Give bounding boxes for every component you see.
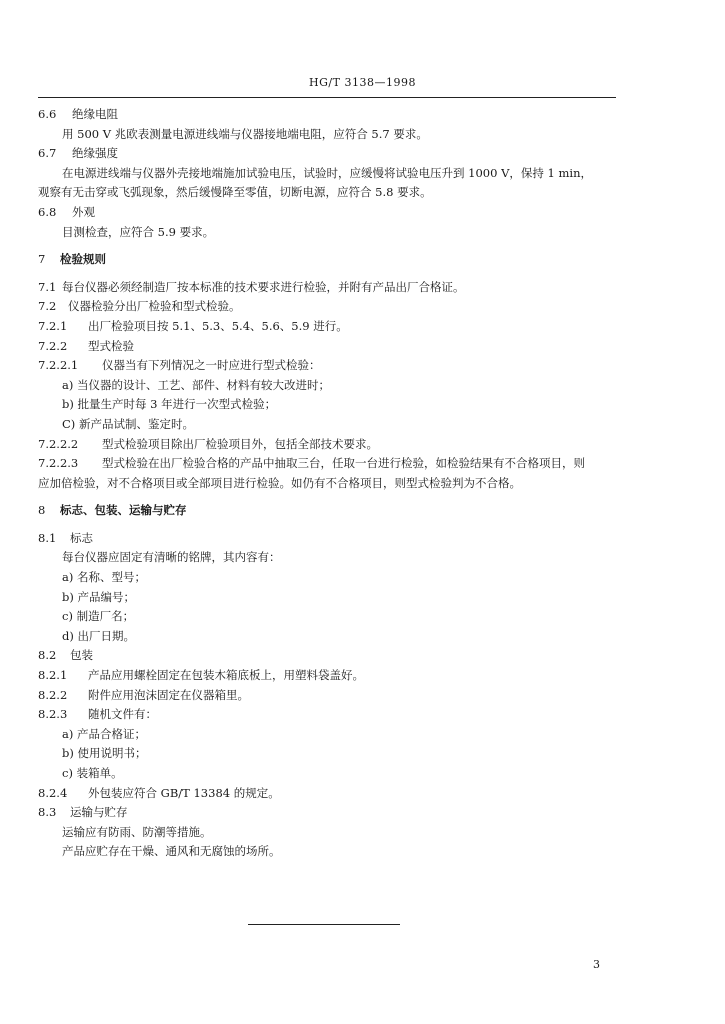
clause-number: 8.2 [38,648,57,663]
document-body [38,105,628,862]
clause-8-3-body-line-1 [38,823,628,843]
clause-8-2-3 [38,705,628,725]
list-item-text: b) 批量生产时每 3 年进行一次型式检验； [62,397,277,412]
paragraph: 仪器当有下列情况之一时应进行型式检验： [102,358,321,373]
clause-title: 外观 [72,204,95,219]
clause-7-2-1 [38,317,628,337]
clause-8-2-4 [38,784,628,804]
paragraph: 仪器检验分出厂检验和型式检验。 [68,299,241,314]
paragraph: 型式检验 [88,338,134,353]
list-item [38,725,628,745]
clause-7-2-2-3-line-2 [38,474,628,494]
paragraph: 在电源进线端与仪器外壳接地端施加试验电压，试验时，应缓慢将试验电压升到 1000 V，保持 1 min， [62,165,592,180]
list-item-text: c) 装箱单。 [62,766,123,780]
section-number: 7 [38,252,46,267]
paragraph: 用 500 V 兆欧表测量电源进线端与仪器接地端电阻，应符合 5.7 要求。 [62,126,428,141]
section-title: 检验规则 [60,252,106,267]
clause-6-6-body [38,125,628,145]
clause-8-1-body [38,548,628,568]
header-rule [38,97,616,98]
list-item [38,744,628,764]
paragraph: 应加倍检验，对不合格项目或全部项目进行检验。如仍有不合格项目，则型式检验判为不合格。 [38,475,521,490]
list-item-text: a) 当仪器的设计、工艺、部件、材料有较大改进时； [62,377,330,392]
clause-title: 运输与贮存 [70,805,128,820]
clause-title: 绝缘电阻 [72,107,118,121]
clause-number: 8.3 [38,805,57,820]
clause-number: 7.2.2 [38,338,68,353]
list-item [38,607,628,627]
list-item-text: C) 新产品试制、鉴定时。 [62,416,194,431]
list-item [38,627,628,647]
clause-6-7-body-line-1 [38,164,628,184]
paragraph: 型式检验项目除出厂检验项目外，包括全部技术要求。 [102,436,378,451]
clause-number: 8.1 [38,530,57,545]
clause-number: 8.2.4 [38,785,68,800]
list-item-text: d) 出厂日期。 [62,628,136,643]
list-item-text: b) 产品编号； [62,589,136,604]
paragraph: 产品应用螺栓固定在包装木箱底板上，用塑料袋盖好。 [88,668,364,683]
clause-number: 8.2.3 [38,707,68,722]
clause-8-1-heading [38,529,628,549]
clause-7-2 [38,297,628,317]
clause-number: 6.7 [38,146,57,161]
clause-6-7-body-line-2 [38,183,628,203]
list-item [38,376,628,396]
clause-number: 7.1 [38,279,57,294]
section-title: 标志、包装、运输与贮存 [60,503,187,518]
paragraph: 出厂检验项目按 5.1、5.3、5.4、5.6、5.9 进行。 [88,318,348,333]
paragraph: 附件应用泡沫固定在仪器箱里。 [88,687,249,702]
list-item [38,588,628,608]
list-item-text: b) 使用说明书； [62,746,147,761]
clause-8-3-body-line-2 [38,842,628,862]
clause-6-8-body [38,223,628,243]
clause-8-2-heading [38,646,628,666]
clause-8-3-heading [38,803,628,823]
clause-title: 包装 [70,648,93,663]
section-number: 8 [38,503,46,518]
clause-8-2-2 [38,686,628,706]
clause-number: 7.2.2.2 [38,436,79,451]
paragraph: 目测检查，应符合 5.9 要求。 [62,224,215,239]
clause-number: 6.8 [38,204,57,219]
clause-number: 7.2.1 [38,318,68,333]
clause-8-2-1 [38,666,628,686]
clause-number: 6.6 [38,107,57,121]
clause-number: 8.2.1 [38,668,68,683]
clause-number: 7.2.2.3 [38,456,79,471]
paragraph: 每台仪器必须经制造厂按本标准的技术要求进行检验，并附有产品出厂合格证。 [62,279,465,294]
clause-7-2-2-3-line-1 [38,454,628,474]
clause-7-1 [38,278,628,298]
list-item-text: c) 制造厂名； [62,609,135,624]
paragraph: 每台仪器应固定有清晰的铭牌，其内容有： [62,550,281,565]
clause-title: 标志 [70,530,93,545]
end-of-document-rule [248,924,400,925]
section-7-heading [38,250,628,270]
section-8-heading [38,501,628,521]
list-item-text: a) 产品合格证； [62,726,146,741]
paragraph: 型式检验在出厂检验合格的产品中抽取三台，任取一台进行检验，如检验结果有不合格项目，则 [102,456,585,471]
clause-6-8-heading [38,203,628,223]
list-item [38,395,628,415]
list-item-text: a) 名称、型号； [62,570,146,585]
clause-6-7-heading [38,144,628,164]
paragraph: 运输应有防雨、防潮等措施。 [62,824,212,839]
standard-code-header: HG/T 3138—1998 [309,76,416,89]
clause-number: 8.2.2 [38,687,68,702]
list-item [38,568,628,588]
clause-title: 绝缘强度 [72,146,118,161]
paragraph: 随机文件有： [88,707,157,722]
page-number: 3 [593,958,600,971]
list-item [38,764,628,784]
clause-7-2-2-1 [38,356,628,376]
clause-7-2-2-2 [38,435,628,455]
paragraph: 产品应贮存在干燥、通风和无腐蚀的场所。 [62,844,281,859]
clause-7-2-2 [38,337,628,357]
paragraph: 观察有无击穿或飞弧现象，然后缓慢降至零值，切断电源，应符合 5.8 要求。 [38,185,432,200]
clause-number: 7.2 [38,299,57,314]
paragraph: 外包装应符合 GB/T 13384 的规定。 [88,785,280,800]
clause-number: 7.2.2.1 [38,358,79,373]
list-item [38,415,628,435]
clause-6-6-heading [38,105,628,125]
